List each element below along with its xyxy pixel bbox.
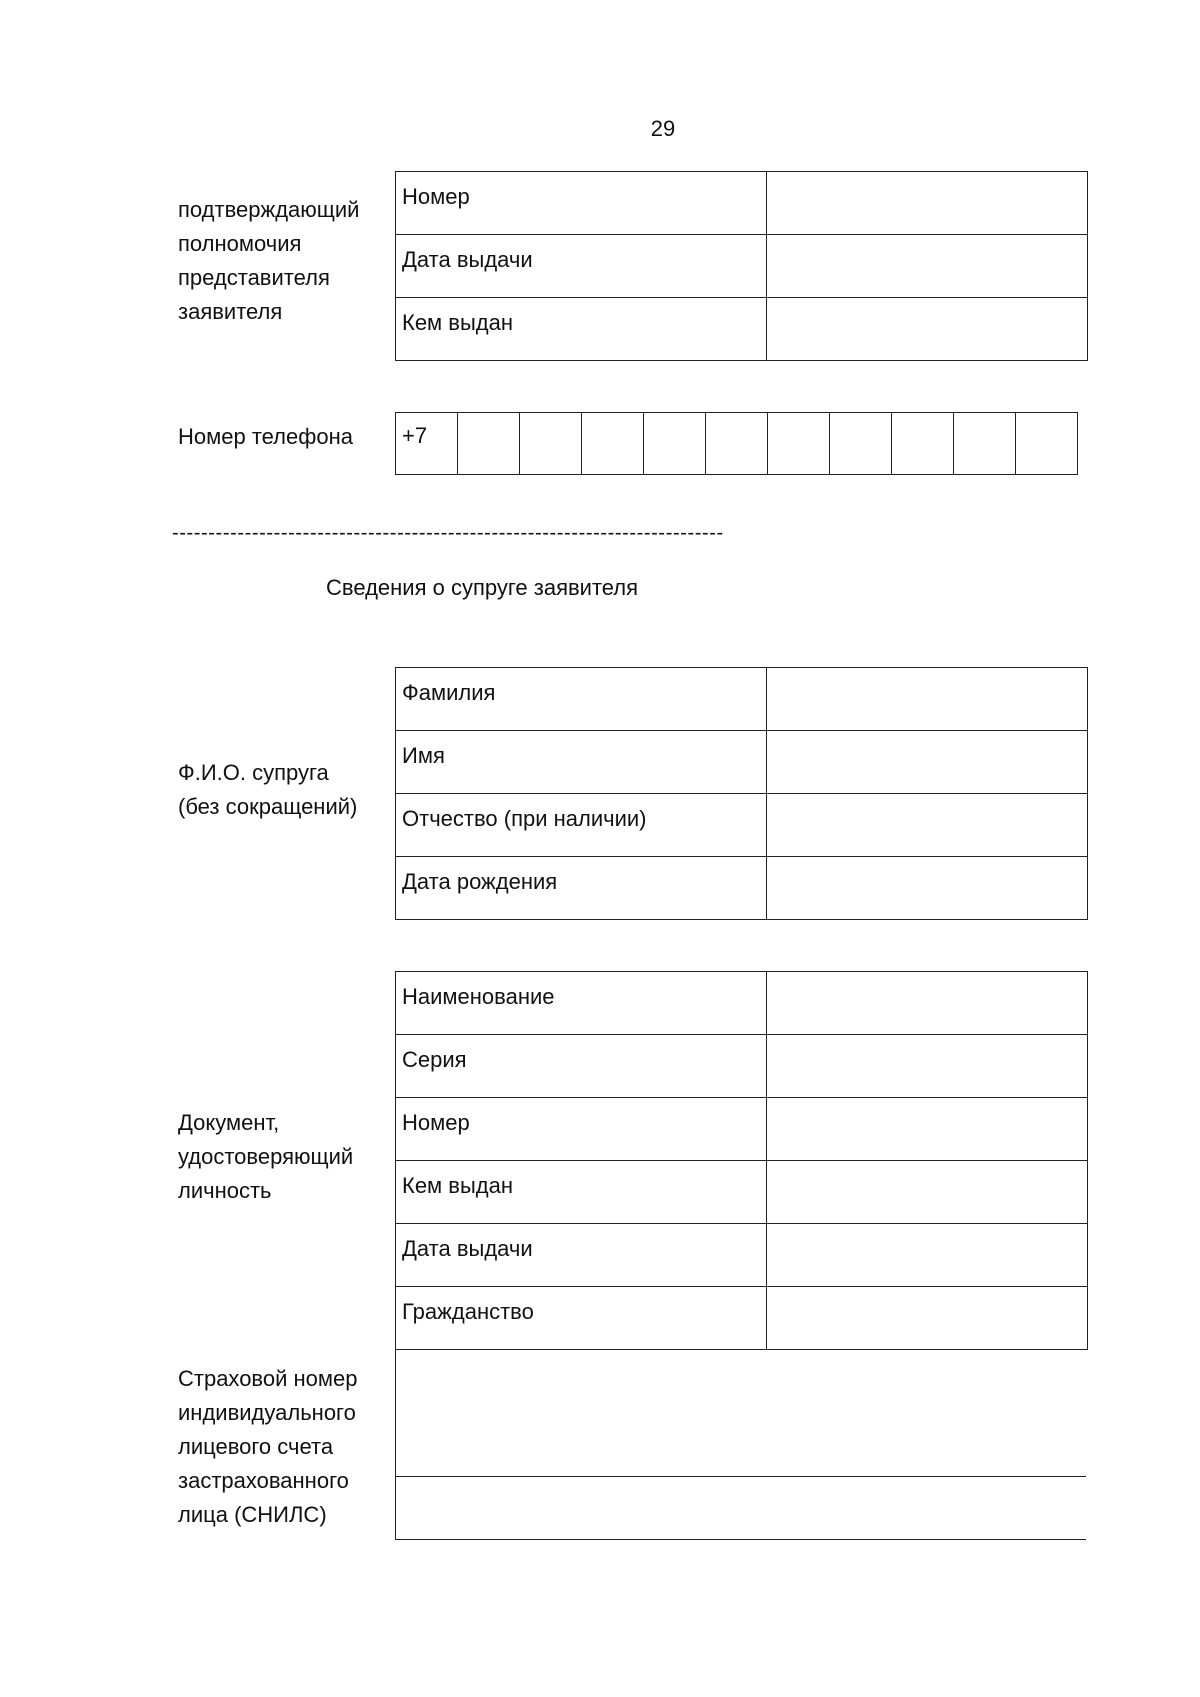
table-row [396, 1287, 1088, 1350]
phone-digit-cell[interactable] [768, 413, 830, 475]
row-label: Фамилия [396, 668, 767, 731]
phone-digit-cell[interactable] [892, 413, 954, 475]
label-line: застрахованного [178, 1468, 349, 1493]
label-line: Ф.И.О. супруга [178, 760, 329, 785]
row-label: Серия [396, 1035, 767, 1098]
page-number: 29 [650, 116, 676, 141]
spouse-name-label [178, 756, 393, 824]
snils-divider-line [396, 1476, 1086, 1477]
row-label: Кем выдан [396, 1161, 767, 1224]
label-line: (без сокращений) [178, 794, 358, 819]
spouse-first-name-field[interactable] [767, 731, 1088, 794]
row-label: Имя [396, 731, 767, 794]
representative-issue-date-field[interactable] [767, 235, 1088, 298]
phone-number-grid [395, 412, 1078, 475]
spouse-patronymic-field[interactable] [767, 794, 1088, 857]
label-line: личность [178, 1178, 272, 1203]
label-line: удостоверяющий [178, 1144, 354, 1169]
spouse-name-table [395, 667, 1088, 920]
label-line: полномочия [178, 231, 302, 256]
label-line: Документ, [178, 1110, 280, 1135]
table-row [396, 972, 1088, 1035]
table-row [396, 857, 1088, 920]
label-line: заявителя [178, 299, 283, 324]
row-label: Дата рождения [396, 857, 767, 920]
phone-digit-cell[interactable] [582, 413, 644, 475]
spouse-id-doc-table [395, 971, 1088, 1350]
separator-line: ---------------------------------------------------------------------------- [172, 522, 724, 544]
label-line: представителя [178, 265, 330, 290]
row-label: Дата выдачи [396, 1224, 767, 1287]
table-row [396, 794, 1088, 857]
snils-field[interactable] [395, 1350, 1086, 1540]
id-doc-series-field[interactable] [767, 1035, 1088, 1098]
label-line: лицевого счета [178, 1434, 334, 1459]
phone-digit-cell[interactable] [520, 413, 582, 475]
table-row [396, 731, 1088, 794]
phone-digit-cell[interactable] [458, 413, 520, 475]
representative-doc-label [178, 193, 393, 329]
representative-number-field[interactable] [767, 172, 1088, 235]
row-label: Отчество (при наличии) [396, 794, 767, 857]
row-label: Кем выдан [396, 298, 767, 361]
table-row [396, 668, 1088, 731]
row-label: Номер [396, 1098, 767, 1161]
phone-digit-cell[interactable] [706, 413, 768, 475]
spouse-birth-date-field[interactable] [767, 857, 1088, 920]
table-row [396, 1035, 1088, 1098]
label-line: подтверждающий [178, 197, 360, 222]
table-row [396, 1224, 1088, 1287]
phone-digit-cell[interactable] [644, 413, 706, 475]
label-line: Страховой номер [178, 1366, 358, 1391]
table-row [396, 235, 1088, 298]
label-line: лица (СНИЛС) [178, 1502, 327, 1527]
phone-label: Номер телефона [178, 424, 353, 449]
snils-bottom-line [396, 1539, 1086, 1540]
id-doc-number-field[interactable] [767, 1098, 1088, 1161]
phone-digit-cell[interactable] [1016, 413, 1078, 475]
id-doc-name-field[interactable] [767, 972, 1088, 1035]
section-title: Сведения о супруге заявителя [326, 575, 639, 600]
table-row [396, 172, 1088, 235]
table-row [396, 1161, 1088, 1224]
id-doc-citizenship-field[interactable] [767, 1287, 1088, 1350]
spouse-surname-field[interactable] [767, 668, 1088, 731]
representative-doc-table [395, 171, 1088, 361]
phone-prefix: +7 [396, 413, 458, 475]
phone-digit-cell[interactable] [830, 413, 892, 475]
id-doc-issued-by-field[interactable] [767, 1161, 1088, 1224]
representative-issued-by-field[interactable] [767, 298, 1088, 361]
spouse-id-doc-label [178, 1106, 393, 1208]
snils-label [178, 1362, 393, 1532]
table-row [396, 298, 1088, 361]
id-doc-issue-date-field[interactable] [767, 1224, 1088, 1287]
row-label: Номер [396, 172, 767, 235]
row-label: Наименование [396, 972, 767, 1035]
label-line: индивидуального [178, 1400, 356, 1425]
row-label: Гражданство [396, 1287, 767, 1350]
phone-digit-cell[interactable] [954, 413, 1016, 475]
row-label: Дата выдачи [396, 235, 767, 298]
table-row [396, 1098, 1088, 1161]
